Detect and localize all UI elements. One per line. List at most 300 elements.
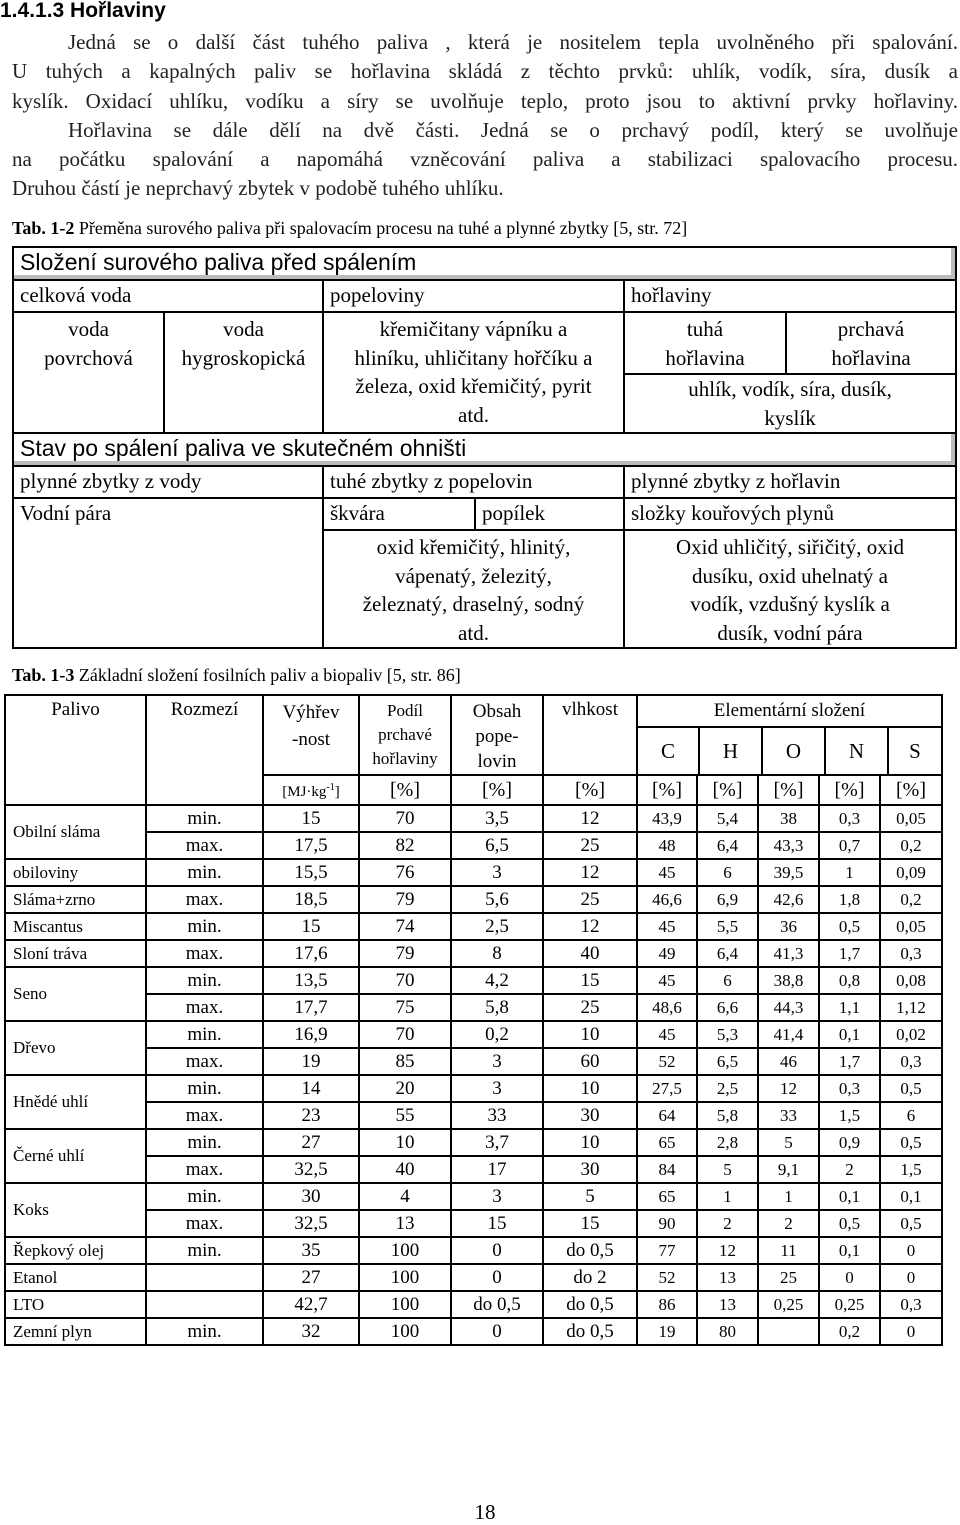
value-cell: 60 — [543, 1048, 637, 1075]
cell-line: oxid křemičitý, hlinitý, — [376, 535, 571, 559]
paragraph-line: Hořlavina se dále dělí na dvě části. Jedná se o prchavý podíl, který se uvolňuje — [68, 117, 958, 142]
header-vyhrev — [263, 695, 359, 775]
value-cell: 48 — [637, 832, 697, 859]
cell-line: hygroskopická — [181, 345, 306, 370]
cell-line: křemičitany vápníku a — [379, 317, 568, 341]
category-cell: plynné zbytky z hořlavin — [624, 466, 956, 498]
value-cell: 5,6 — [451, 886, 543, 913]
value-cell: 3,5 — [451, 805, 543, 832]
value-cell: 100 — [359, 1291, 451, 1318]
value-cell: 0 — [451, 1318, 543, 1345]
value-cell: 36 — [758, 913, 819, 940]
value-cell: 6,6 — [697, 994, 758, 1021]
table-row — [5, 1156, 942, 1183]
table-row — [5, 832, 942, 859]
value-cell: 33 — [451, 1102, 543, 1129]
value-cell: 30 — [543, 1156, 637, 1183]
cell-line: -nost — [292, 729, 330, 750]
table-row — [5, 1210, 942, 1237]
value-cell: 55 — [359, 1102, 451, 1129]
value-cell: 3 — [451, 1183, 543, 1210]
value-cell: 18,5 — [263, 886, 359, 913]
value-cell: 0,2 — [819, 1318, 880, 1345]
value-cell: 19 — [637, 1318, 697, 1345]
cell-line: dusík, vodní pára — [717, 620, 863, 645]
range-cell: max. — [146, 1210, 263, 1237]
page-number: 18 — [474, 1500, 496, 1524]
value-cell: 0,25 — [819, 1291, 880, 1318]
value-cell: 17 — [451, 1156, 543, 1183]
value-cell: 5,3 — [697, 1021, 758, 1048]
value-cell: 0,7 — [819, 832, 880, 859]
fuel-name-cell: Etanol — [5, 1264, 146, 1291]
value-cell: 46 — [758, 1048, 819, 1075]
fuel-name-cell: Koks — [5, 1183, 146, 1237]
value-cell: 5 — [697, 1156, 758, 1183]
value-cell: 0,5 — [880, 1210, 942, 1237]
range-cell: max. — [146, 886, 263, 913]
cell-line: prchavá — [837, 317, 905, 341]
value-cell: 5,4 — [697, 805, 758, 832]
caption-text: Základní složení fosilních paliv a biopaliv [5, str. 86] — [74, 665, 461, 685]
cell-line: Oxid uhličitý, siřičitý, oxid — [675, 535, 905, 559]
value-cell: 41,3 — [758, 940, 819, 967]
value-cell: 43,3 — [758, 832, 819, 859]
value-cell: 12 — [697, 1237, 758, 1264]
range-cell: min. — [146, 859, 263, 886]
caption-label: Tab. 1-3 — [12, 665, 75, 685]
value-cell: do 0,5 — [543, 1318, 637, 1345]
table-row — [5, 1048, 942, 1075]
cell-line: voda — [68, 317, 109, 341]
value-cell: 3,7 — [451, 1129, 543, 1156]
range-cell: min. — [146, 1318, 263, 1345]
value-cell — [758, 1318, 819, 1345]
unit-pct: [%] — [543, 775, 637, 805]
table-section-header: Stav po spálení paliva ve skutečném ohništi — [13, 433, 956, 466]
value-cell: 12 — [543, 805, 637, 832]
cell-line: voda — [223, 317, 264, 341]
value-cell: 3 — [451, 1048, 543, 1075]
value-cell: 32 — [263, 1318, 359, 1345]
fuel-name-cell: Řepkový olej — [5, 1237, 146, 1264]
unit-mj — [263, 775, 359, 805]
value-cell: 1 — [819, 859, 880, 886]
value-cell: 0,05 — [880, 805, 942, 832]
value-cell: do 0,5 — [543, 1237, 637, 1264]
unit-text: [MJ·kg — [282, 784, 327, 800]
value-cell: 2,8 — [697, 1129, 758, 1156]
cell-line: Obsah — [472, 701, 522, 722]
fuel-name-cell: Seno — [5, 967, 146, 1021]
table-body — [5, 805, 942, 1345]
ash-description-cell — [323, 312, 624, 433]
fuel-name-cell: LTO — [5, 1291, 146, 1318]
value-cell: 10 — [543, 1075, 637, 1102]
table-row — [5, 994, 942, 1021]
value-cell: 0,1 — [819, 1183, 880, 1210]
caption-text: Přeměna surového paliva při spalovacím procesu na tuhé a plynné zbytky [5, str. 72] — [74, 218, 688, 238]
fuel-name-cell: Hnědé uhlí — [5, 1075, 146, 1129]
value-cell: 6,5 — [697, 1048, 758, 1075]
unit-text: ] — [334, 784, 340, 800]
table-row — [5, 967, 942, 994]
range-cell: max. — [146, 1156, 263, 1183]
value-cell: 3 — [451, 859, 543, 886]
value-cell: 4,2 — [451, 967, 543, 994]
flyash-label: popílek — [482, 501, 545, 525]
value-cell: 42,6 — [758, 886, 819, 913]
elements-cell — [624, 374, 956, 433]
fluegas-cell: složky kouřových plynů — [624, 498, 956, 530]
unit-sup: -1 — [326, 782, 335, 793]
value-cell: 6,9 — [697, 886, 758, 913]
value-cell: 1,1 — [819, 994, 880, 1021]
value-cell: 49 — [637, 940, 697, 967]
value-cell: 0 — [880, 1318, 942, 1345]
value-cell: 82 — [359, 832, 451, 859]
value-cell: 39,5 — [758, 859, 819, 886]
cell-line: železa, oxid křemičitý, pyrit — [355, 374, 592, 398]
value-cell: 30 — [543, 1102, 637, 1129]
value-cell: 5 — [758, 1129, 819, 1156]
value-cell: 2 — [819, 1156, 880, 1183]
category-cell: plynné zbytky z vody — [13, 466, 323, 498]
value-cell: 25 — [543, 886, 637, 913]
element-s: S — [909, 739, 921, 763]
range-cell — [146, 1264, 263, 1291]
water-surface-cell — [13, 312, 164, 433]
value-cell: 1,7 — [819, 1048, 880, 1075]
caption-label: Tab. 1-2 — [12, 218, 75, 238]
value-cell: 2 — [697, 1210, 758, 1237]
value-cell: do 0,5 — [543, 1291, 637, 1318]
value-cell: 12 — [543, 859, 637, 886]
value-cell: 17,5 — [263, 832, 359, 859]
value-cell: 64 — [637, 1102, 697, 1129]
value-cell: 1 — [758, 1183, 819, 1210]
value-cell: 43,9 — [637, 805, 697, 832]
fuel-name-cell: Obilní sláma — [5, 805, 146, 859]
value-cell: 0,5 — [819, 913, 880, 940]
table-row — [5, 1102, 942, 1129]
table-caption-1-3 — [12, 665, 461, 686]
unit-pct: [%] — [819, 775, 880, 805]
value-cell: 46,6 — [637, 886, 697, 913]
table-section-header: Složení surového paliva před spálením — [13, 247, 956, 280]
unit-pct: [%] — [880, 775, 942, 805]
value-cell: 100 — [359, 1264, 451, 1291]
intro-paragraph — [12, 28, 958, 204]
cell-line: vodík, vzdušný kyslík a — [690, 592, 890, 616]
value-cell: 13,5 — [263, 967, 359, 994]
solid-residue-description — [323, 530, 624, 648]
table-row — [5, 1264, 942, 1291]
category-cell: tuhé zbytky z popelovin — [323, 466, 624, 498]
value-cell: 41,4 — [758, 1021, 819, 1048]
value-cell: 0,9 — [819, 1129, 880, 1156]
water-hygroscopic-cell — [164, 312, 323, 433]
value-cell: 0 — [451, 1237, 543, 1264]
table-row — [5, 1237, 942, 1264]
value-cell: 45 — [637, 1021, 697, 1048]
category-cell: celková voda — [13, 280, 323, 312]
slag-flyash-cell — [323, 498, 624, 530]
range-cell: min. — [146, 1183, 263, 1210]
value-cell: 12 — [758, 1075, 819, 1102]
range-cell: max. — [146, 940, 263, 967]
category-cell: hořlaviny — [624, 280, 956, 312]
value-cell: 65 — [637, 1129, 697, 1156]
range-cell: max. — [146, 994, 263, 1021]
value-cell: 0,3 — [880, 1048, 942, 1075]
value-cell: 1,7 — [819, 940, 880, 967]
value-cell: 5 — [543, 1183, 637, 1210]
unit-pct: [%] — [697, 775, 758, 805]
value-cell: 32,5 — [263, 1210, 359, 1237]
value-cell: 2,5 — [697, 1075, 758, 1102]
value-cell: 19 — [263, 1048, 359, 1075]
value-cell: 1,5 — [880, 1156, 942, 1183]
value-cell: 15 — [263, 805, 359, 832]
fuel-name-cell: Dřevo — [5, 1021, 146, 1075]
element-n: N — [826, 728, 889, 774]
value-cell: 38 — [758, 805, 819, 832]
value-cell: 1,12 — [880, 994, 942, 1021]
value-cell: 80 — [697, 1318, 758, 1345]
range-cell: min. — [146, 913, 263, 940]
value-cell: 100 — [359, 1318, 451, 1345]
value-cell: 15,5 — [263, 859, 359, 886]
fuel-name-cell: Černé uhlí — [5, 1129, 146, 1183]
value-cell: 5,5 — [697, 913, 758, 940]
paragraph-line: U tuhých a kapalných paliv se hořlavina skládá z těchto prvků: uhlík, vodík, síra, dusík a — [12, 59, 958, 84]
fuel-name-cell: Sláma+zrno — [5, 886, 146, 913]
cell-line: hliníku, uhličitany hořčíku a — [354, 345, 593, 370]
value-cell: 5,8 — [697, 1102, 758, 1129]
cell-line: prchavé — [378, 725, 432, 744]
paragraph-line: na počátku spalování a napomáhá vzněcování paliva a stabilizaci spalovacího procesu. — [12, 147, 958, 172]
value-cell: 12 — [543, 913, 637, 940]
range-cell: max. — [146, 832, 263, 859]
value-cell: 4 — [359, 1183, 451, 1210]
value-cell: do 0,5 — [451, 1291, 543, 1318]
value-cell: 30 — [263, 1183, 359, 1210]
value-cell: 0,3 — [880, 940, 942, 967]
header-obsah — [451, 695, 543, 775]
value-cell: 25 — [758, 1264, 819, 1291]
value-cell: 0,8 — [819, 967, 880, 994]
value-cell: 38,8 — [758, 967, 819, 994]
table-row — [5, 1129, 942, 1156]
value-cell: 27,5 — [637, 1075, 697, 1102]
value-cell: 10 — [359, 1129, 451, 1156]
cell-line: hořlaviny — [372, 749, 438, 768]
value-cell: 45 — [637, 967, 697, 994]
value-cell: 52 — [637, 1264, 697, 1291]
value-cell: 32,5 — [263, 1156, 359, 1183]
value-cell: 86 — [637, 1291, 697, 1318]
value-cell: 0,1 — [880, 1183, 942, 1210]
value-cell: 15 — [543, 967, 637, 994]
range-cell: max. — [146, 1048, 263, 1075]
range-cell: max. — [146, 1102, 263, 1129]
cell-line: Výhřev — [282, 702, 340, 723]
table-row — [5, 940, 942, 967]
range-cell: min. — [146, 1237, 263, 1264]
header-palivo: Palivo — [5, 695, 146, 805]
value-cell: 90 — [637, 1210, 697, 1237]
value-cell: 15 — [263, 913, 359, 940]
range-cell: min. — [146, 1075, 263, 1102]
table-row — [5, 859, 942, 886]
value-cell: 11 — [758, 1237, 819, 1264]
paragraph-line: Jedná se o další část tuhého paliva , která je nositelem tepla uvolněného při spalování. — [68, 30, 958, 54]
paragraph-line: kyslík. Oxidací uhlíku, vodíku a síry se uvolňuje teplo, proto jsou to aktivní prvky hořlaviny. — [12, 88, 958, 113]
value-cell: 45 — [637, 913, 697, 940]
value-cell: 20 — [359, 1075, 451, 1102]
cell-line: povrchová — [44, 345, 133, 370]
value-cell: 0,08 — [880, 967, 942, 994]
paragraph-line: Druhou částí je neprchavý zbytek v podobě tuhého uhlíku. — [12, 176, 504, 201]
value-cell: 9,1 — [758, 1156, 819, 1183]
value-cell: 6 — [697, 967, 758, 994]
value-cell: 100 — [359, 1237, 451, 1264]
table-row — [5, 1075, 942, 1102]
cell-line: atd. — [458, 402, 489, 427]
table-row — [5, 805, 942, 832]
value-cell: 16,9 — [263, 1021, 359, 1048]
value-cell: 5,8 — [451, 994, 543, 1021]
header-vlhkost: vlhkost — [543, 695, 637, 775]
slag-label: škvára — [324, 499, 476, 529]
value-cell: 0,2 — [880, 886, 942, 913]
value-cell: 17,7 — [263, 994, 359, 1021]
value-cell: 0,25 — [758, 1291, 819, 1318]
value-cell: 33 — [758, 1102, 819, 1129]
value-cell: 0,3 — [880, 1291, 942, 1318]
fuel-name-cell: Miscantus — [5, 913, 146, 940]
value-cell: 6 — [880, 1102, 942, 1129]
section-heading: 1.4.1.3 Hořlaviny — [0, 0, 166, 22]
value-cell: 27 — [263, 1129, 359, 1156]
unit-pct: [%] — [359, 775, 451, 805]
value-cell: 70 — [359, 967, 451, 994]
cell-line: železnatý, draselný, sodný — [362, 592, 585, 616]
element-c: C — [638, 728, 700, 774]
value-cell: 0,2 — [451, 1021, 543, 1048]
value-cell: 0,1 — [819, 1237, 880, 1264]
cell-line: hořlavina — [665, 345, 745, 370]
value-cell: 75 — [359, 994, 451, 1021]
value-cell: 10 — [543, 1021, 637, 1048]
value-cell: 0,3 — [819, 805, 880, 832]
table-row — [5, 886, 942, 913]
value-cell: 8 — [451, 940, 543, 967]
value-cell: 0,09 — [880, 859, 942, 886]
unit-pct: [%] — [637, 775, 697, 805]
value-cell: 0,5 — [819, 1210, 880, 1237]
value-cell: 48,6 — [637, 994, 697, 1021]
header-rozmezi: Rozmezí — [146, 695, 263, 805]
solid-fuel-cell — [624, 312, 786, 374]
value-cell: 74 — [359, 913, 451, 940]
value-cell: 65 — [637, 1183, 697, 1210]
value-cell: 35 — [263, 1237, 359, 1264]
value-cell: 79 — [359, 886, 451, 913]
value-cell: do 2 — [543, 1264, 637, 1291]
value-cell: 42,7 — [263, 1291, 359, 1318]
value-cell: 79 — [359, 940, 451, 967]
value-cell: 14 — [263, 1075, 359, 1102]
cell-line: hořlavina — [831, 345, 911, 370]
volatile-fuel-cell — [786, 312, 956, 374]
cell-line: tuhá — [686, 317, 724, 341]
table-row — [5, 1318, 942, 1345]
value-cell: 1,8 — [819, 886, 880, 913]
value-cell: 2,5 — [451, 913, 543, 940]
cell-line: vápenatý, železitý, — [395, 563, 552, 588]
value-cell: 6,5 — [451, 832, 543, 859]
value-cell: 70 — [359, 805, 451, 832]
value-cell: 0 — [880, 1264, 942, 1291]
value-cell: 0,02 — [880, 1021, 942, 1048]
value-cell: 45 — [637, 859, 697, 886]
range-cell: min. — [146, 805, 263, 832]
value-cell: 85 — [359, 1048, 451, 1075]
value-cell: 0,05 — [880, 913, 942, 940]
cell-line: pope- — [475, 726, 519, 747]
table-row — [5, 1291, 942, 1318]
element-o: O — [763, 728, 826, 774]
value-cell: 6,4 — [697, 832, 758, 859]
header-elementarni — [637, 695, 942, 775]
value-cell: 40 — [543, 940, 637, 967]
fuel-name-cell: Sloní tráva — [5, 940, 146, 967]
value-cell: 0,3 — [819, 1075, 880, 1102]
unit-pct: [%] — [758, 775, 819, 805]
value-cell: 40 — [359, 1156, 451, 1183]
value-cell: 70 — [359, 1021, 451, 1048]
unit-pct: [%] — [451, 775, 543, 805]
value-cell: 52 — [637, 1048, 697, 1075]
value-cell: 25 — [543, 994, 637, 1021]
table-caption-1-2 — [12, 218, 687, 239]
elementarni-label: Elementární složení — [638, 696, 941, 728]
value-cell: 0 — [819, 1264, 880, 1291]
gas-residue-description — [624, 530, 956, 648]
table-row — [5, 1183, 942, 1210]
range-cell: min. — [146, 967, 263, 994]
fuel-name-cell: obiloviny — [5, 859, 146, 886]
value-cell: 27 — [263, 1264, 359, 1291]
value-cell: 13 — [359, 1210, 451, 1237]
value-cell: 0,2 — [880, 832, 942, 859]
table-row — [5, 1021, 942, 1048]
range-cell — [146, 1291, 263, 1318]
header-podil — [359, 695, 451, 775]
value-cell: 17,6 — [263, 940, 359, 967]
value-cell: 0 — [880, 1237, 942, 1264]
value-cell: 10 — [543, 1129, 637, 1156]
value-cell: 13 — [697, 1291, 758, 1318]
cell-line: lovin — [477, 751, 517, 772]
value-cell: 15 — [543, 1210, 637, 1237]
value-cell: 3 — [451, 1075, 543, 1102]
cell-line: kyslík — [764, 405, 816, 430]
value-cell: 77 — [637, 1237, 697, 1264]
value-cell: 6 — [697, 859, 758, 886]
